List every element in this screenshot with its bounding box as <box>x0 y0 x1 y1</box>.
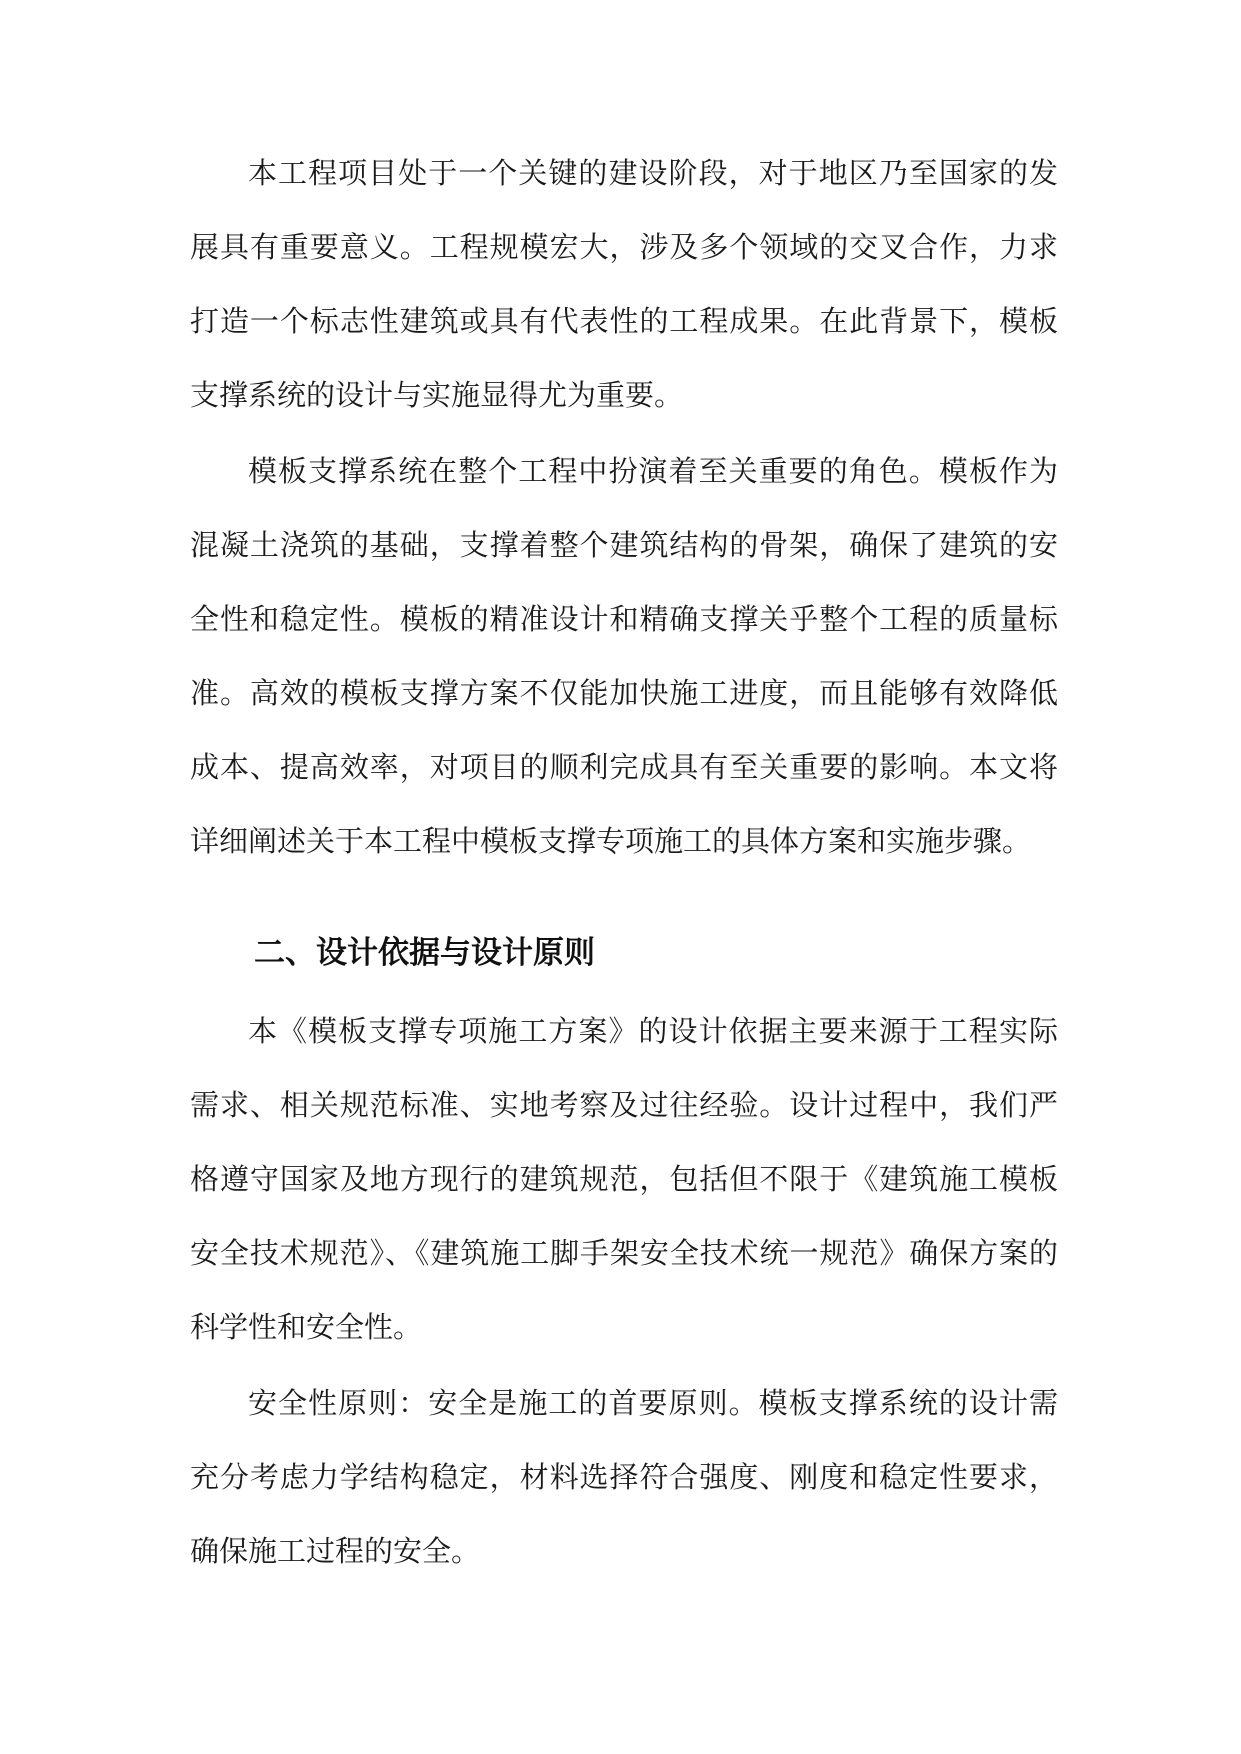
paragraph-design-basis: 本《模板支撑专项施工方案》的设计依据主要来源于工程实际需求、相关规范标准、实地考察及过往经验。设计过程中，我们严格遵守国家及地方现行的建筑规范，包括但不限于《建筑施工模板安全技术规范》、《建筑施工脚手架安全技术统一规范》确保方案的科学性和安全性。 <box>190 1014 1058 1344</box>
paragraph-project-background: 本工程项目处于一个关键的建设阶段，对于地区乃至国家的发展具有重要意义。工程规模宏大，涉及多个领域的交叉合作，力求打造一个标志性建筑或具有代表性的工程成果。在此背景下，模板支撑系统的设计与实施显得尤为重要。 <box>190 156 1058 412</box>
section-heading-design-basis: 二、设计依据与设计原则 <box>254 935 595 971</box>
paragraph-formwork-role: 模板支撑系统在整个工程中扮演着至关重要的角色。模板作为混凝土浇筑的基础，支撑着整个建筑结构的骨架，确保了建筑的安全性和稳定性。模板的精准设计和精确支撑关乎整个工程的质量标准。高效的模板支撑方案不仅能加快施工进度，而且能够有效降低成本、提高效率，对项目的顺利完成具有至关重要的影响。本文将详细阐述关于本工程中模板支撑专项施工的具体方案和实施步骤。 <box>190 454 1058 858</box>
document-body <box>190 136 1058 1588</box>
paragraph-safety-principle: 安全性原则：安全是施工的首要原则。模板支撑系统的设计需充分考虑力学结构稳定，材料选择符合强度、刚度和稳定性要求，确保施工过程的安全。 <box>190 1386 1058 1568</box>
